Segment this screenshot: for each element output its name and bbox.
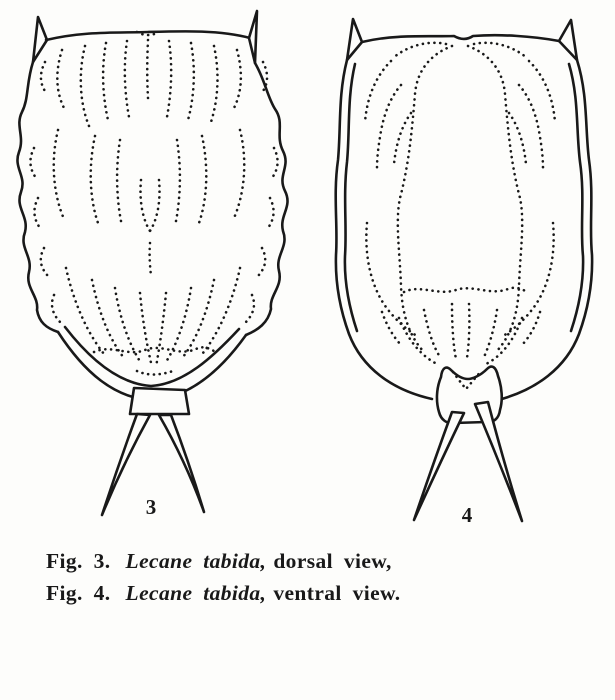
figure-4-ventral-drawing (336, 19, 592, 527)
fig3-left-toe (102, 414, 150, 515)
figure-3-number-label: 3 (145, 495, 157, 519)
figure-4-body-outline (336, 19, 592, 521)
fig4-left-anterior-spine (347, 19, 362, 60)
figure-3-stippled-folds (30, 32, 277, 375)
figure-3-dorsal-drawing (17, 11, 287, 519)
figure-caption (46, 546, 401, 609)
fig3-right-anterior-spine (249, 11, 257, 63)
fig3-posterior-rim-inner (65, 327, 239, 386)
caption-fig4-species-name: Lecane tabida, (125, 580, 267, 605)
caption-line-fig4 (46, 578, 401, 610)
fig3-foot-segment (130, 388, 189, 414)
fig4-right-margin-inner (569, 64, 583, 331)
fig4-right-margin-outer (498, 60, 592, 400)
fig4-right-toe (475, 402, 522, 521)
fig3-right-toe (159, 415, 204, 512)
caption-fig3-species-name: Lecane tabida, (125, 549, 267, 573)
fig4-right-anterior-spine (559, 20, 577, 60)
figure-3-body-outline (17, 11, 287, 515)
fig4-left-toe (414, 412, 464, 520)
fig4-left-margin-inner (345, 64, 357, 331)
caption-line-fig3 (46, 546, 401, 578)
caption-fig3-number: Fig. 3. (46, 549, 111, 573)
caption-fig4-view-text: ventral view. (273, 580, 401, 605)
figure-4-number-label: 4 (461, 503, 473, 527)
figure-4-stippled-plate-lines (365, 43, 555, 389)
caption-fig4-number: Fig. 4. (46, 580, 111, 605)
caption-fig3-view-text: dorsal view, (273, 549, 392, 573)
fig4-anterior-margin (362, 35, 559, 42)
